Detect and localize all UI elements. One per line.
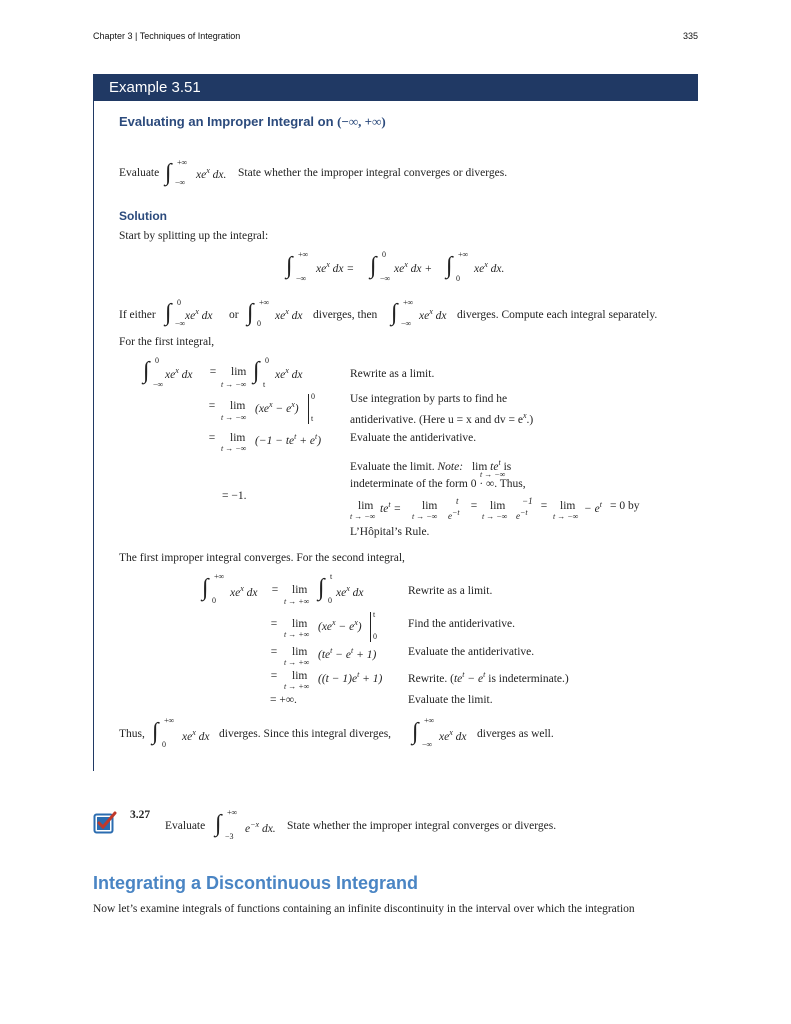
thus-int1: ∫ +∞ 0 $xe^x$ dx [152,716,210,749]
example-label: Example 3.51 [109,79,201,96]
first-note-3: Evaluate the antiderivative. [350,432,477,444]
first-note-4a: Evaluate the limit. Note: $\lim te^t$ is [350,458,512,473]
either-or: or [229,309,239,321]
prompt-tail: State whether the improper integral converges or diverges. [238,167,508,179]
first-lhs: ∫ 0 −∞ $xe^x$ dx = lim t → −∞ ∫ 0 t $xe^x$ dx [143,356,303,389]
second-note-5: Evaluate the limit. [408,694,493,706]
second-text: The first improper integral converges. For the second integral, [119,552,405,564]
section-heading: Integrating a Discontinuous Integrand [93,873,419,893]
either-tail: diverges. Compute each integral separately. [457,309,658,321]
second-result: = +∞. [270,694,297,706]
checkpoint-icon [93,810,117,834]
either-int3: ∫ +∞ −∞ $xe^x$ dx [391,298,447,328]
first-note-2b: antiderivative. (Here u = x and dv = $e^x$.) [350,411,534,426]
section-text: Now let’s examine integrals of functions containing an infinite discontinuity in the interval over which the integration [93,903,635,915]
second-note-4: Rewrite. ($te^t - e^t$ is indeterminate.) [408,670,569,685]
example-title-text: Evaluating an Improper Integral on [119,114,334,129]
split-equation: ∫ +∞ −∞ $xe^x$ dx = ∫ 0 −∞ $xe^x$ dx + ∫ +∞ 0 $xe^x$ dx. [286,250,505,283]
first-note-4e: L’Hôpital’s Rule. [350,526,430,538]
first-note-2a: Use integration by parts to find he [350,393,508,405]
second-step-3: = lim t → +∞ $(te^t - e^t + 1)$ [270,646,377,667]
lhopital-chain: lim $te^t$ = t → −∞ lim t → −∞ t $e^{-t}$ = lim t → −∞ −1 $e^{-t}$ = lim t → −∞ − $e^t$ = 0 by [350,496,640,521]
thus-tail: diverges as well. [477,728,554,740]
either-int2: ∫ +∞ 0 $xe^x$ dx [247,298,303,328]
thus-int2: ∫ +∞ −∞ $xe^x$ dx [412,716,467,749]
second-step-2: = lim t → +∞ $(xe^x - e^x)$ t 0 [270,610,377,641]
prompt-integral: ∫ +∞ −∞ $xe^x$ dx. [165,158,227,187]
first-result: = −1. [222,490,247,502]
lhopital-tail: = 0 by [610,500,640,512]
second-lhs: ∫ +∞ 0 $xe^x$ dx = lim t → +∞ ∫ t 0 $xe^x$ dx [202,572,364,606]
either-lead: If either [119,309,156,321]
first-step-2: = lim t → −∞ $(xe^x - e^x)$ 0 t [208,392,315,423]
example-title [119,114,386,130]
split-text: Start by splitting up the integral: [119,230,269,242]
example-border [93,101,94,771]
chapter-header: Chapter 3 | Techniques of Integration [93,31,241,41]
either-int1: ∫ 0 −∞ $xe^x$ dx [165,298,213,328]
first-text: For the first integral, [119,336,215,348]
thus-lead: Thus, [119,728,145,740]
checkpoint-lead: Evaluate [165,820,206,832]
checkpoint-integral: ∫ +∞ −3 $e^{-x}$ dx. [215,808,276,841]
prompt-lead: Evaluate [119,167,160,179]
example-banner [93,74,698,101]
checkpoint-tail: State whether the improper integral converges or diverges. [287,820,557,832]
solution-heading: Solution [119,209,167,223]
second-note-3: Evaluate the antiderivative. [408,646,535,658]
first-note-4c: indeterminate of the form 0 · ∞. Thus, [350,478,526,490]
checkpoint-number: 3.27 [130,809,151,821]
second-note-2: Find the antiderivative. [408,618,515,630]
thus-mid: diverges. Since this integral diverges, [219,728,392,740]
example-title-interval: (−∞, +∞) [337,114,386,129]
either-mid: diverges, then [313,309,378,321]
first-step-3: = lim t → −∞ $(-1 - te^t + e^t)$ [208,432,322,453]
page-number: 335 [683,31,699,41]
second-note-1: Rewrite as a limit. [408,585,493,597]
first-note-1: Rewrite as a limit. [350,368,435,380]
second-step-4: = lim t → +∞ $((t - 1)e^t + 1)$ [270,670,383,691]
